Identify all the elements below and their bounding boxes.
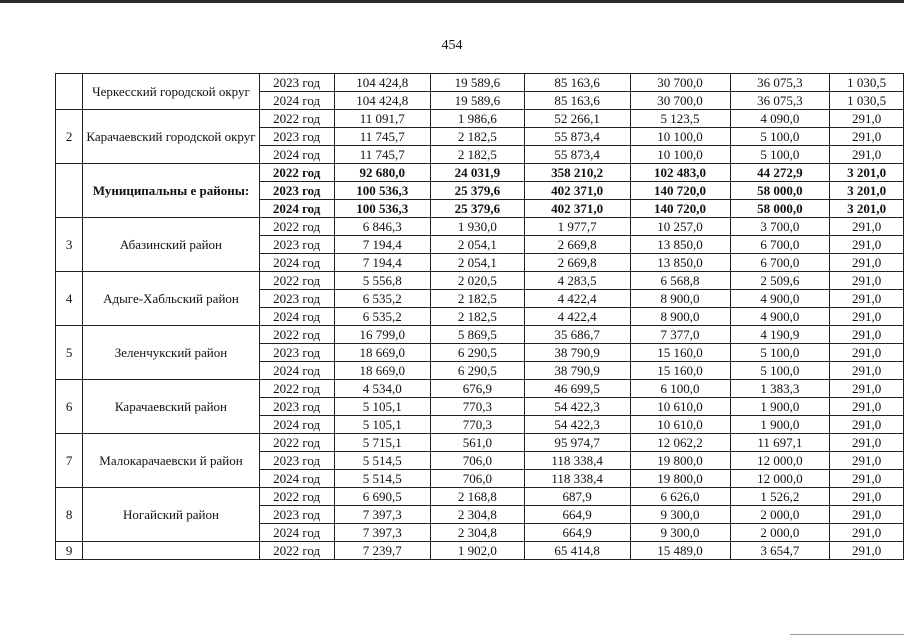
value-cell: 291,0 xyxy=(830,416,904,434)
table-body xyxy=(56,74,904,560)
year-cell: 2022 год xyxy=(259,164,334,182)
value-cell: 1 986,6 xyxy=(430,110,524,128)
value-cell: 1 383,3 xyxy=(730,380,830,398)
value-cell: 65 414,8 xyxy=(524,542,630,560)
year-cell: 2023 год xyxy=(259,128,334,146)
value-cell: 10 100,0 xyxy=(630,146,730,164)
value-cell: 55 873,4 xyxy=(524,128,630,146)
year-cell: 2023 год xyxy=(259,344,334,362)
table-row xyxy=(56,542,904,560)
value-cell: 5 715,1 xyxy=(334,434,430,452)
value-cell: 38 790,9 xyxy=(524,344,630,362)
value-cell: 4 900,0 xyxy=(730,290,830,308)
year-cell: 2022 год xyxy=(259,326,334,344)
value-cell: 2 304,8 xyxy=(430,506,524,524)
table-row xyxy=(56,110,904,128)
value-cell: 5 105,1 xyxy=(334,416,430,434)
value-cell: 291,0 xyxy=(830,362,904,380)
value-cell: 2 182,5 xyxy=(430,128,524,146)
value-cell: 291,0 xyxy=(830,488,904,506)
year-cell: 2024 год xyxy=(259,524,334,542)
value-cell: 8 900,0 xyxy=(630,308,730,326)
value-cell: 4 090,0 xyxy=(730,110,830,128)
value-cell: 291,0 xyxy=(830,344,904,362)
value-cell: 4 283,5 xyxy=(524,272,630,290)
value-cell: 6 568,8 xyxy=(630,272,730,290)
value-cell: 291,0 xyxy=(830,380,904,398)
value-cell: 2 182,5 xyxy=(430,308,524,326)
value-cell: 2 669,8 xyxy=(524,254,630,272)
value-cell: 291,0 xyxy=(830,272,904,290)
value-cell: 291,0 xyxy=(830,506,904,524)
value-cell: 291,0 xyxy=(830,524,904,542)
value-cell: 291,0 xyxy=(830,254,904,272)
value-cell: 291,0 xyxy=(830,326,904,344)
value-cell: 291,0 xyxy=(830,110,904,128)
table-row xyxy=(56,272,904,290)
value-cell: 10 257,0 xyxy=(630,218,730,236)
value-cell: 7 377,0 xyxy=(630,326,730,344)
value-cell: 100 536,3 xyxy=(334,200,430,218)
value-cell: 1 930,0 xyxy=(430,218,524,236)
value-cell: 100 536,3 xyxy=(334,182,430,200)
value-cell: 2 000,0 xyxy=(730,506,830,524)
municipality-name: Малокарачаевски й район xyxy=(83,434,259,488)
value-cell: 9 300,0 xyxy=(630,524,730,542)
value-cell: 12 062,2 xyxy=(630,434,730,452)
value-cell: 2 168,8 xyxy=(430,488,524,506)
value-cell: 770,3 xyxy=(430,398,524,416)
value-cell: 5 100,0 xyxy=(730,128,830,146)
value-cell: 6 700,0 xyxy=(730,236,830,254)
value-cell: 6 690,5 xyxy=(334,488,430,506)
value-cell: 44 272,9 xyxy=(730,164,830,182)
value-cell: 12 000,0 xyxy=(730,452,830,470)
value-cell: 85 163,6 xyxy=(524,92,630,110)
value-cell: 6 700,0 xyxy=(730,254,830,272)
value-cell: 2 182,5 xyxy=(430,290,524,308)
value-cell: 664,9 xyxy=(524,524,630,542)
year-cell: 2022 год xyxy=(259,488,334,506)
value-cell: 54 422,3 xyxy=(524,416,630,434)
value-cell: 1 977,7 xyxy=(524,218,630,236)
row-number: 6 xyxy=(56,380,83,434)
value-cell: 291,0 xyxy=(830,470,904,488)
value-cell: 8 900,0 xyxy=(630,290,730,308)
value-cell: 4 190,9 xyxy=(730,326,830,344)
value-cell: 664,9 xyxy=(524,506,630,524)
municipality-name xyxy=(83,542,259,560)
value-cell: 7 194,4 xyxy=(334,236,430,254)
value-cell: 46 699,5 xyxy=(524,380,630,398)
scan-edge-line xyxy=(790,634,904,635)
value-cell: 1 526,2 xyxy=(730,488,830,506)
value-cell: 9 300,0 xyxy=(630,506,730,524)
table-row xyxy=(56,164,904,182)
row-number: 5 xyxy=(56,326,83,380)
table-row xyxy=(56,74,904,92)
value-cell: 4 534,0 xyxy=(334,380,430,398)
value-cell: 118 338,4 xyxy=(524,470,630,488)
value-cell: 3 700,0 xyxy=(730,218,830,236)
value-cell: 676,9 xyxy=(430,380,524,398)
municipality-name: Муниципальны е районы: xyxy=(83,164,259,218)
year-cell: 2022 год xyxy=(259,110,334,128)
value-cell: 7 194,4 xyxy=(334,254,430,272)
value-cell: 2 669,8 xyxy=(524,236,630,254)
year-cell: 2024 год xyxy=(259,470,334,488)
value-cell: 291,0 xyxy=(830,308,904,326)
value-cell: 15 489,0 xyxy=(630,542,730,560)
value-cell: 561,0 xyxy=(430,434,524,452)
year-cell: 2023 год xyxy=(259,182,334,200)
year-cell: 2023 год xyxy=(259,506,334,524)
value-cell: 35 686,7 xyxy=(524,326,630,344)
year-cell: 2022 год xyxy=(259,542,334,560)
value-cell: 6 290,5 xyxy=(430,362,524,380)
value-cell: 11 091,7 xyxy=(334,110,430,128)
table-row xyxy=(56,218,904,236)
value-cell: 291,0 xyxy=(830,542,904,560)
municipality-name: Зеленчукский район xyxy=(83,326,259,380)
row-number: 9 xyxy=(56,542,83,560)
value-cell: 1 900,0 xyxy=(730,398,830,416)
value-cell: 36 075,3 xyxy=(730,74,830,92)
row-number xyxy=(56,74,83,110)
year-cell: 2024 год xyxy=(259,362,334,380)
value-cell: 11 697,1 xyxy=(730,434,830,452)
value-cell: 18 669,0 xyxy=(334,344,430,362)
value-cell: 95 974,7 xyxy=(524,434,630,452)
value-cell: 25 379,6 xyxy=(430,182,524,200)
value-cell: 10 100,0 xyxy=(630,128,730,146)
value-cell: 85 163,6 xyxy=(524,74,630,92)
year-cell: 2023 год xyxy=(259,290,334,308)
value-cell: 16 799,0 xyxy=(334,326,430,344)
table-row xyxy=(56,326,904,344)
value-cell: 770,3 xyxy=(430,416,524,434)
value-cell: 54 422,3 xyxy=(524,398,630,416)
value-cell: 15 160,0 xyxy=(630,344,730,362)
year-cell: 2022 год xyxy=(259,380,334,398)
value-cell: 10 610,0 xyxy=(630,398,730,416)
value-cell: 102 483,0 xyxy=(630,164,730,182)
value-cell: 5 556,8 xyxy=(334,272,430,290)
page-number: 454 xyxy=(441,38,463,53)
row-number: 3 xyxy=(56,218,83,272)
year-cell: 2023 год xyxy=(259,236,334,254)
municipality-name: Ногайский район xyxy=(83,488,259,542)
table-row xyxy=(56,488,904,506)
value-cell: 291,0 xyxy=(830,290,904,308)
municipality-name: Карачаевский городской округ xyxy=(83,110,259,164)
value-cell: 1 030,5 xyxy=(830,92,904,110)
value-cell: 4 422,4 xyxy=(524,290,630,308)
value-cell: 291,0 xyxy=(830,218,904,236)
value-cell: 3 201,0 xyxy=(830,164,904,182)
value-cell: 19 589,6 xyxy=(430,74,524,92)
year-cell: 2022 год xyxy=(259,434,334,452)
value-cell: 7 397,3 xyxy=(334,524,430,542)
row-number: 8 xyxy=(56,488,83,542)
year-cell: 2023 год xyxy=(259,398,334,416)
row-number: 7 xyxy=(56,434,83,488)
value-cell: 4 422,4 xyxy=(524,308,630,326)
value-cell: 11 745,7 xyxy=(334,128,430,146)
value-cell: 291,0 xyxy=(830,434,904,452)
value-cell: 6 100,0 xyxy=(630,380,730,398)
value-cell: 38 790,9 xyxy=(524,362,630,380)
value-cell: 19 589,6 xyxy=(430,92,524,110)
value-cell: 5 105,1 xyxy=(334,398,430,416)
value-cell: 19 800,0 xyxy=(630,452,730,470)
value-cell: 58 000,0 xyxy=(730,200,830,218)
value-cell: 19 800,0 xyxy=(630,470,730,488)
value-cell: 5 100,0 xyxy=(730,362,830,380)
value-cell: 11 745,7 xyxy=(334,146,430,164)
value-cell: 118 338,4 xyxy=(524,452,630,470)
municipality-name: Черкесский городской округ xyxy=(83,74,259,110)
value-cell: 18 669,0 xyxy=(334,362,430,380)
value-cell: 6 290,5 xyxy=(430,344,524,362)
value-cell: 58 000,0 xyxy=(730,182,830,200)
value-cell: 2 054,1 xyxy=(430,254,524,272)
value-cell: 7 397,3 xyxy=(334,506,430,524)
table-row xyxy=(56,380,904,398)
value-cell: 24 031,9 xyxy=(430,164,524,182)
year-cell: 2024 год xyxy=(259,146,334,164)
value-cell: 30 700,0 xyxy=(630,92,730,110)
table-row xyxy=(56,434,904,452)
value-cell: 291,0 xyxy=(830,236,904,254)
year-cell: 2024 год xyxy=(259,92,334,110)
row-number: 2 xyxy=(56,110,83,164)
value-cell: 140 720,0 xyxy=(630,200,730,218)
value-cell: 104 424,8 xyxy=(334,74,430,92)
municipality-name: Абазинский район xyxy=(83,218,259,272)
value-cell: 3 654,7 xyxy=(730,542,830,560)
value-cell: 140 720,0 xyxy=(630,182,730,200)
value-cell: 2 000,0 xyxy=(730,524,830,542)
value-cell: 3 201,0 xyxy=(830,182,904,200)
value-cell: 2 182,5 xyxy=(430,146,524,164)
value-cell: 6 626,0 xyxy=(630,488,730,506)
year-cell: 2023 год xyxy=(259,74,334,92)
year-cell: 2022 год xyxy=(259,272,334,290)
row-number: 4 xyxy=(56,272,83,326)
value-cell: 92 680,0 xyxy=(334,164,430,182)
municipality-name: Адыге-Хабльский район xyxy=(83,272,259,326)
value-cell: 12 000,0 xyxy=(730,470,830,488)
value-cell: 2 304,8 xyxy=(430,524,524,542)
value-cell: 7 239,7 xyxy=(334,542,430,560)
top-border xyxy=(0,0,904,3)
value-cell: 5 100,0 xyxy=(730,146,830,164)
value-cell: 6 535,2 xyxy=(334,308,430,326)
value-cell: 15 160,0 xyxy=(630,362,730,380)
year-cell: 2024 год xyxy=(259,308,334,326)
value-cell: 36 075,3 xyxy=(730,92,830,110)
municipality-name: Карачаевский район xyxy=(83,380,259,434)
row-number xyxy=(56,164,83,218)
value-cell: 2 054,1 xyxy=(430,236,524,254)
value-cell: 5 869,5 xyxy=(430,326,524,344)
value-cell: 5 514,5 xyxy=(334,452,430,470)
value-cell: 3 201,0 xyxy=(830,200,904,218)
value-cell: 402 371,0 xyxy=(524,200,630,218)
value-cell: 52 266,1 xyxy=(524,110,630,128)
value-cell: 687,9 xyxy=(524,488,630,506)
year-cell: 2024 год xyxy=(259,416,334,434)
value-cell: 2 020,5 xyxy=(430,272,524,290)
year-cell: 2023 год xyxy=(259,452,334,470)
value-cell: 1 902,0 xyxy=(430,542,524,560)
value-cell: 5 123,5 xyxy=(630,110,730,128)
value-cell: 6 535,2 xyxy=(334,290,430,308)
value-cell: 5 100,0 xyxy=(730,344,830,362)
value-cell: 30 700,0 xyxy=(630,74,730,92)
value-cell: 104 424,8 xyxy=(334,92,430,110)
value-cell: 13 850,0 xyxy=(630,236,730,254)
value-cell: 358 210,2 xyxy=(524,164,630,182)
value-cell: 291,0 xyxy=(830,398,904,416)
year-cell: 2024 год xyxy=(259,254,334,272)
value-cell: 291,0 xyxy=(830,128,904,146)
value-cell: 2 509,6 xyxy=(730,272,830,290)
value-cell: 5 514,5 xyxy=(334,470,430,488)
value-cell: 10 610,0 xyxy=(630,416,730,434)
value-cell: 6 846,3 xyxy=(334,218,430,236)
value-cell: 4 900,0 xyxy=(730,308,830,326)
year-cell: 2022 год xyxy=(259,218,334,236)
value-cell: 13 850,0 xyxy=(630,254,730,272)
value-cell: 1 900,0 xyxy=(730,416,830,434)
value-cell: 1 030,5 xyxy=(830,74,904,92)
value-cell: 402 371,0 xyxy=(524,182,630,200)
value-cell: 25 379,6 xyxy=(430,200,524,218)
value-cell: 706,0 xyxy=(430,470,524,488)
value-cell: 55 873,4 xyxy=(524,146,630,164)
year-cell: 2024 год xyxy=(259,200,334,218)
budget-table xyxy=(55,73,904,560)
value-cell: 291,0 xyxy=(830,146,904,164)
value-cell: 291,0 xyxy=(830,452,904,470)
value-cell: 706,0 xyxy=(430,452,524,470)
